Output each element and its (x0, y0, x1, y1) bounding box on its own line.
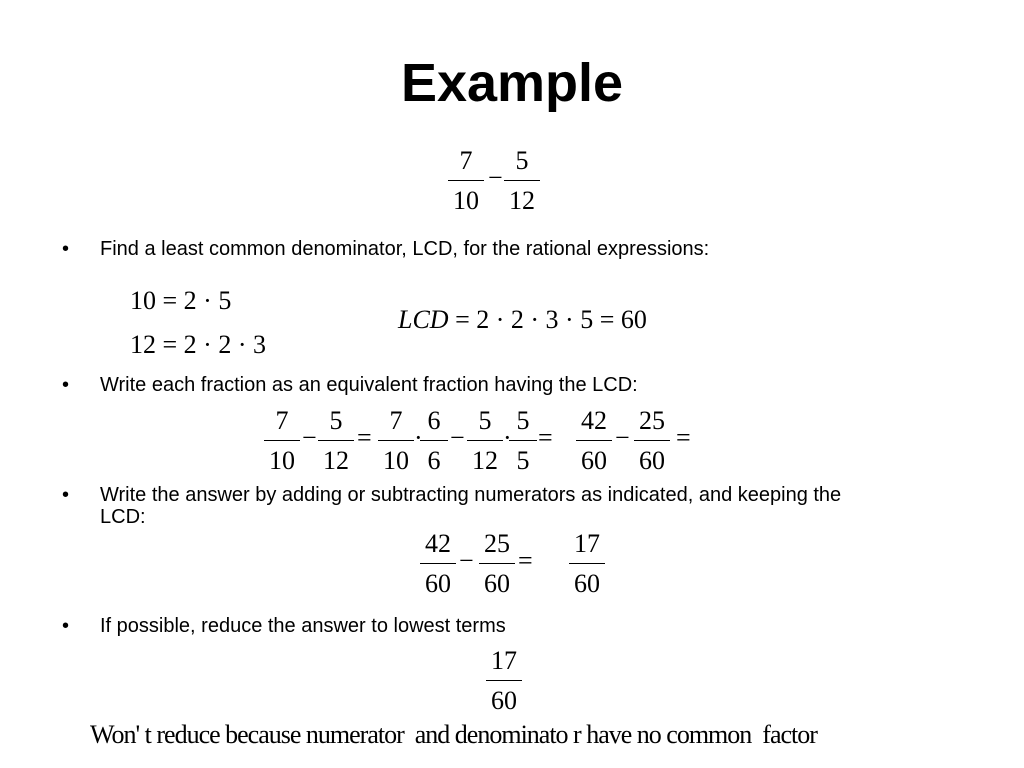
denominator: 12 (509, 186, 535, 215)
fraction (378, 408, 414, 474)
numerator: 42 (581, 406, 607, 435)
slide-title: Example (400, 53, 624, 113)
factorization-10: 10 = 2 · 5 (130, 286, 232, 315)
denominator: 6 (427, 446, 441, 475)
fraction (509, 408, 537, 474)
fraction (264, 408, 300, 474)
fraction (420, 408, 448, 474)
bullet-text: If possible, reduce the answer to lowest terms (100, 615, 506, 637)
equals-sign: = (676, 423, 691, 452)
numerator: 17 (574, 529, 600, 558)
denominator: 60 (425, 569, 451, 598)
fraction (420, 531, 456, 597)
denominator: 60 (491, 686, 517, 715)
bullet-text: Write the answer by adding or subtracting numerators as indicated, and keeping the (100, 484, 842, 506)
denominator: 12 (323, 446, 349, 475)
numerator: 7 (389, 406, 403, 435)
bullet-marker: • (62, 238, 70, 260)
fraction (448, 148, 484, 214)
numerator: 7 (275, 406, 289, 435)
minus-sign: − (302, 423, 317, 452)
bullet-marker: • (62, 615, 70, 637)
fraction (569, 531, 605, 597)
denominator: 10 (269, 446, 295, 475)
minus-sign: − (459, 546, 474, 575)
bullet-text: Write each fraction as an equivalent fraction having the LCD: (100, 374, 638, 396)
denominator: 60 (581, 446, 607, 475)
fraction (479, 531, 515, 597)
numerator: 5 (515, 146, 529, 175)
equals-sign: = (357, 423, 372, 452)
bullet-marker: • (62, 374, 70, 396)
final-fraction (486, 648, 522, 714)
minus-sign: − (450, 423, 465, 452)
denominator: 60 (639, 446, 665, 475)
numerator: 5 (329, 406, 343, 435)
numerator: 42 (425, 529, 451, 558)
conclusion-note: Won' t reduce because numerator and denominato r have no common factor (90, 720, 817, 749)
numerator: 5 (516, 406, 530, 435)
denominator: 12 (472, 446, 498, 475)
denominator: 5 (516, 446, 530, 475)
denominator: 60 (574, 569, 600, 598)
numerator: 7 (459, 146, 473, 175)
lcd-variable: LCD (398, 305, 449, 334)
numerator: 5 (478, 406, 492, 435)
denominator: 10 (383, 446, 409, 475)
fraction (467, 408, 503, 474)
lcd-equation (398, 307, 647, 333)
equals-sign: = (518, 546, 533, 575)
equals-sign: = (538, 423, 553, 452)
fraction (504, 148, 540, 214)
numerator: 17 (491, 646, 517, 675)
numerator: 25 (484, 529, 510, 558)
minus-sign: − (615, 423, 630, 452)
factorization-12: 12 = 2 · 2 · 3 (130, 330, 266, 359)
denominator: 10 (453, 186, 479, 215)
bullet-text-continued: LCD: (100, 506, 146, 528)
dot-operator: · (414, 423, 423, 452)
numerator: 6 (427, 406, 441, 435)
dot-operator: · (503, 423, 512, 452)
denominator: 60 (484, 569, 510, 598)
minus-sign: − (488, 163, 503, 192)
fraction (634, 408, 670, 474)
bullet-text: Find a least common denominator, LCD, for the rational expressions: (100, 238, 710, 260)
bullet-marker: • (62, 484, 70, 506)
fraction (318, 408, 354, 474)
lcd-value: = 2 · 2 · 3 · 5 = 60 (448, 305, 647, 334)
fraction (576, 408, 612, 474)
numerator: 25 (639, 406, 665, 435)
